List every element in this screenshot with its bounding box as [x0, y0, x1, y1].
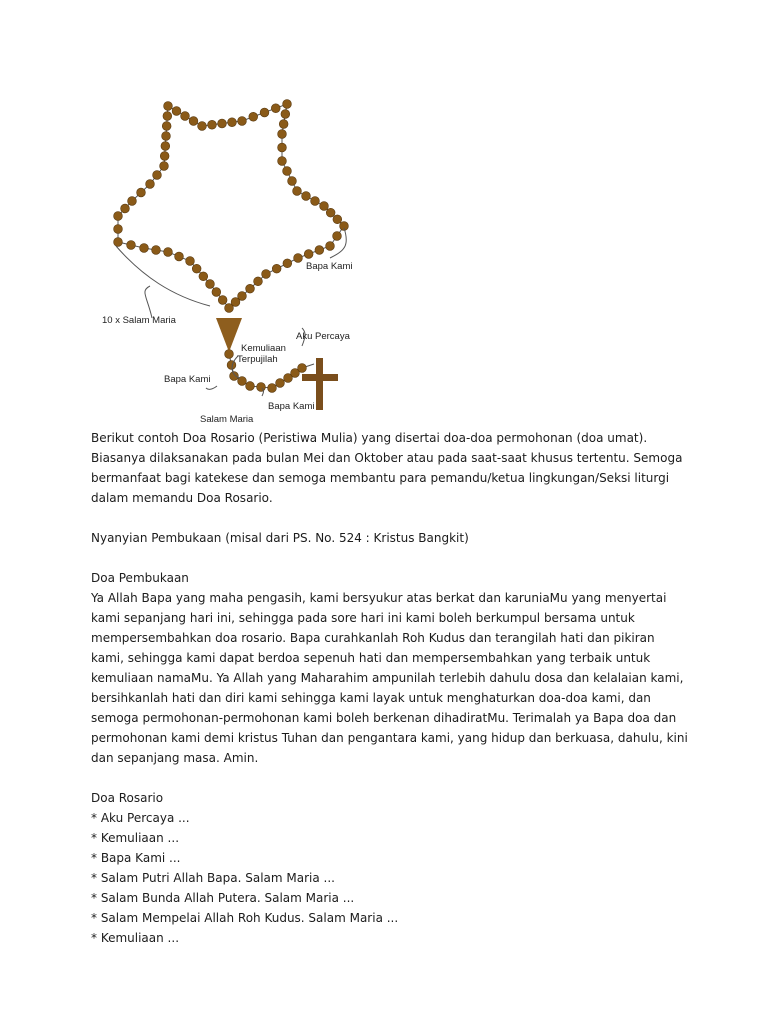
rosary-bead: [199, 272, 208, 281]
rosary-bead: [162, 132, 171, 141]
rosary-bead: [114, 238, 123, 247]
rosary-bead: [137, 188, 146, 197]
rosary-bead: [246, 382, 255, 391]
rosary-bead: [164, 102, 173, 111]
rosary-bead: [140, 244, 149, 253]
rosary-bead: [249, 112, 258, 121]
rosary-bead: [333, 232, 342, 241]
rosary-bead: [326, 208, 335, 217]
rosary-bead: [164, 248, 173, 257]
rosary-bead: [127, 241, 136, 250]
label-bapa-kami-left: Bapa Kami: [164, 374, 211, 385]
intro-paragraph: Berikut contoh Doa Rosario (Peristiwa Mulia) yang disertai doa-doa permohonan (doa umat). Biasanya dilaksanakan pada bulan Mei dan Oktober atau pada saat-saat khusus tertentu. Semoga bermanfaat bagi katekese dan semoga membantu para pemandu/ketua lingkungan/Seksi liturgi dalam memandu Doa Rosario.: [91, 431, 683, 505]
rosary-bead: [279, 120, 288, 129]
rosary-bead: [311, 197, 320, 206]
list-item: * Salam Putri Allah Bapa. Salam Maria ...: [91, 871, 335, 885]
rosary-bead: [212, 288, 221, 297]
rosary-bead: [114, 225, 123, 234]
rosary-bead: [128, 197, 137, 206]
rosary-bead: [161, 142, 170, 151]
label-bapa-kami-bottom: Bapa Kami: [268, 401, 315, 412]
label-aku-percaya: Aku Percaya: [296, 331, 350, 342]
rosary-bead: [181, 112, 190, 121]
label-bapa-kami-top: Bapa Kami: [306, 261, 353, 272]
list-item: * Aku Percaya ...: [91, 811, 190, 825]
label-kemuliaan: Kemuliaan: [241, 343, 286, 354]
rosary-bead: [160, 152, 169, 161]
rosary-bead: [315, 246, 324, 255]
rosary-bead: [293, 187, 302, 196]
rosary-diagram: [92, 96, 372, 426]
rosary-bead: [254, 277, 263, 286]
rosary-bead: [162, 122, 171, 131]
rosary-bead: [114, 212, 123, 221]
rosary-bead: [153, 171, 162, 180]
rosary-bead: [238, 117, 247, 126]
rosary-bead: [298, 364, 307, 373]
rosary-bead: [121, 204, 130, 213]
list-item: * Salam Bunda Allah Putera. Salam Maria ...: [91, 891, 355, 905]
rosary-bead: [283, 259, 292, 268]
rosary-bead: [160, 162, 169, 171]
rosary-bead: [260, 108, 269, 117]
document-body: [91, 428, 691, 948]
rosary-bead: [302, 192, 311, 201]
rosary-centerpiece: [216, 318, 242, 352]
rosary-bead: [294, 254, 303, 263]
rosary-bead: [333, 215, 342, 224]
rosary-bead: [268, 384, 277, 393]
rosary-bead: [278, 143, 287, 152]
rosary-bead: [230, 372, 239, 381]
rosary-bead: [186, 257, 195, 266]
label-10x-salam-maria: 10 x Salam Maria: [102, 315, 176, 326]
rosary-bead: [278, 157, 287, 166]
rosary-bead: [146, 180, 155, 189]
rosary-bead: [231, 298, 240, 307]
rosary-bead: [163, 112, 172, 121]
label-salam-maria-bottom: Salam Maria: [200, 414, 254, 425]
rosary-beads: [114, 100, 349, 393]
rosary-bead: [218, 296, 227, 305]
rosary-bead: [262, 270, 271, 279]
rosary-prayer-heading: Doa Rosario: [91, 791, 164, 805]
rosary-bead: [189, 117, 198, 126]
list-item: * Salam Mempelai Allah Roh Kudus. Salam Maria ...: [91, 911, 399, 925]
rosary-prayer-list: [91, 808, 691, 948]
rosary-chain: [118, 104, 344, 308]
rosary-bead: [257, 383, 266, 392]
rosary-bead: [246, 284, 255, 293]
rosary-bead: [208, 120, 217, 129]
rosary-bead: [152, 246, 161, 255]
rosary-bead: [281, 110, 290, 119]
opening-prayer-body: Ya Allah Bapa yang maha pengasih, kami bersyukur atas berkat dan karuniaMu yang menyertai kami sepanjang hari ini, sehingga pada sore hari ini kami boleh berkumpul bersama untuk mempersembahkan doa rosario. Bapa curahkanlah Roh Kudus dan terangilah hati dan pikiran kami, sehingga kami dapat berdoa sepenuh hati dan mempersembahkan yang terbaik untuk kemuliaan namaMu. Ya Allah yang Maharahim ampunilah terlebih dahulu dosa dan kelalaian kami, bersihkanlah hati dan diri kami sehingga kami layak untuk menghaturkan doa-doa kami, dan semoga permohonan-permohonan kami boleh berkenan dihadiratMu. Terimalah ya Bapa doa dan permohonan kami demi kristus Tuhan dan pengantara kami, yang hidup dan berkuasa, dahulu, kini dan sepanjang masa. Amin.: [91, 591, 688, 765]
rosary-bead: [198, 122, 207, 131]
rosary-bead: [218, 119, 227, 128]
list-item: * Kemuliaan ...: [91, 931, 180, 945]
label-terpujilah: Terpujilah: [237, 354, 278, 365]
rosary-bead: [175, 252, 184, 261]
rosary-bead: [228, 118, 237, 127]
rosary-bead: [172, 107, 181, 116]
rosary-bead: [283, 167, 292, 176]
rosary-bead: [326, 242, 335, 251]
rosary-bead: [304, 250, 313, 259]
rosary-bead: [272, 264, 281, 273]
rosary-bead: [192, 264, 201, 273]
rosary-bead: [227, 361, 236, 370]
list-item: * Bapa Kami ...: [91, 851, 181, 865]
rosary-bead: [278, 130, 287, 139]
rosary-bead: [283, 100, 292, 109]
rosary-bead: [320, 202, 329, 211]
opening-song: Nyanyian Pembukaan (misal dari PS. No. 524 : Kristus Bangkit): [91, 531, 469, 545]
rosary-bead: [271, 104, 280, 113]
rosary-bead: [288, 177, 297, 186]
rosary-bead: [276, 379, 285, 388]
list-item: * Kemuliaan ...: [91, 831, 180, 845]
rosary-bead: [206, 280, 215, 289]
opening-prayer-heading: Doa Pembukaan: [91, 571, 189, 585]
